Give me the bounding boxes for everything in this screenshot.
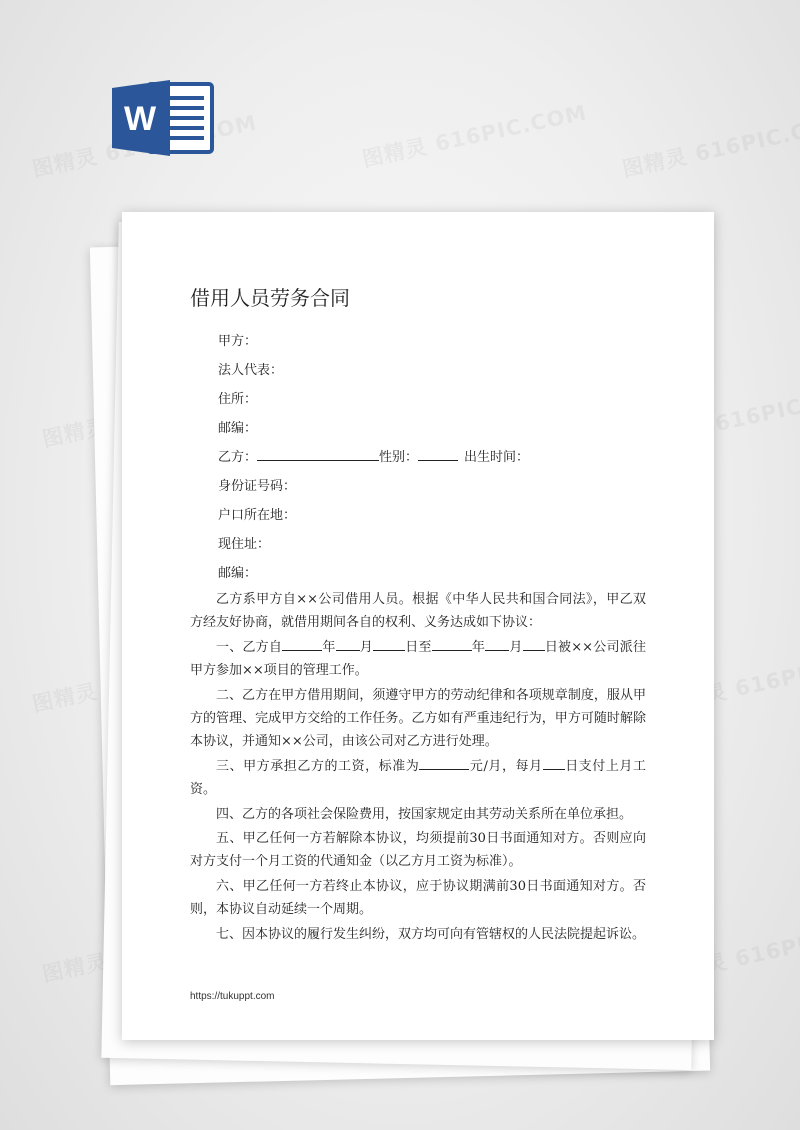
clause-1-text: 月	[359, 640, 374, 655]
blank	[419, 758, 469, 770]
clause-1-text: 月	[509, 640, 523, 655]
clause-4: 四、乙方的各项社会保险费用，按国家规定由其劳动关系所在单位承担。	[216, 807, 633, 822]
clause-3	[190, 755, 646, 801]
document-page	[122, 212, 714, 1040]
field-legal-rep: 法人代表：	[218, 363, 284, 378]
clause-1-text: 日至	[405, 640, 432, 655]
field-gender: 性别：	[379, 450, 419, 465]
field-current-address: 现住址：	[218, 537, 271, 552]
blank	[373, 639, 405, 651]
footer-url: https://tukuppt.com	[190, 991, 275, 1002]
clause-1-text: 一、乙方自	[216, 640, 283, 655]
party-b-blank	[257, 448, 379, 461]
field-party-a: 甲方：	[218, 334, 258, 349]
clause-3-text: 三、甲方承担乙方的工资，标准为	[216, 759, 420, 774]
blank	[543, 758, 565, 770]
field-postcode-b: 邮编：	[218, 566, 258, 581]
field-hukou: 户口所在地：	[218, 508, 297, 523]
field-party-b: 乙方：	[218, 450, 258, 465]
clause-6: 六、甲乙任何一方若终止本协议，应于协议期满前30日书面通知对方。否则，本协议自动延续一个周期。	[190, 879, 646, 917]
clause-1-text: 年	[471, 640, 486, 655]
blank	[523, 639, 545, 651]
clause-3-text: 元/月，每月	[469, 759, 543, 774]
blank	[432, 639, 472, 651]
clause-3-text: 日支付上月工资。	[190, 759, 646, 797]
intro-paragraph: 乙方系甲方自××公司借用人员。根据《中华人民共和国合同法》，甲乙双方经友好协商，就借用期间各自的权利、义务达成如下协议：	[190, 592, 646, 630]
document-title: 借用人员劳务合同	[190, 286, 350, 310]
gender-blank	[418, 448, 458, 461]
clause-1-text: 年	[322, 640, 336, 655]
clause-2: 二、乙方在甲方借用期间，须遵守甲方的劳动纪律和各项规章制度，服从甲方的管理、完成甲方交给的工作任务。乙方如有严重违纪行为，甲方可随时解除本协议，并通知××公司，由该公司对乙方进行处理。	[190, 688, 646, 749]
clause-1	[190, 636, 646, 682]
blank	[485, 639, 509, 651]
field-id-number: 身份证号码：	[218, 479, 297, 494]
field-party-b-row	[218, 446, 529, 465]
clause-7: 七、因本协议的履行发生纠纷，双方均可向有管辖权的人民法院提起诉讼。	[216, 927, 646, 942]
clause-5: 五、甲乙任何一方若解除本协议，均须提前30日书面通知对方。否则应向对方支付一个月工资的代通知金（以乙方月工资为标准）。	[190, 831, 646, 869]
svg-text:W: W	[123, 100, 157, 138]
blank	[282, 639, 322, 651]
word-icon	[112, 80, 216, 156]
field-postcode-a: 邮编：	[218, 421, 258, 436]
clause-1-text: 日被××公司派往甲方参加××项目的管理工作。	[190, 640, 646, 678]
field-address: 住所：	[218, 392, 258, 407]
field-birth: 出生时间：	[464, 450, 530, 465]
blank	[336, 639, 360, 651]
